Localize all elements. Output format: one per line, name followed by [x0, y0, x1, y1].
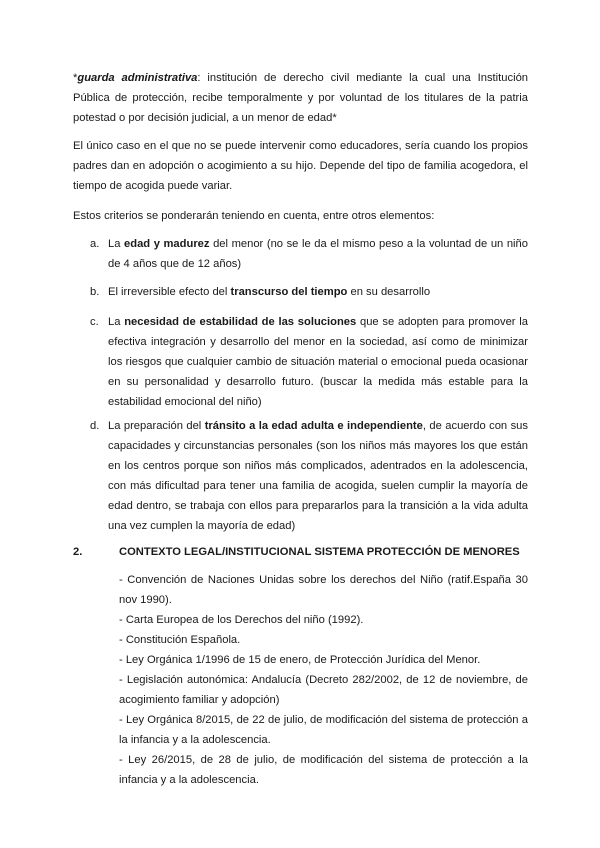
item-text: El irreversible efecto del [108, 286, 231, 298]
list-marker: a. [90, 238, 100, 250]
legal-ref-item: - Constitución Española. [119, 634, 241, 646]
item-text: en su desarrollo [347, 286, 431, 298]
legal-ref-item: - Ley Orgánica 1/1996 de 15 de enero, de Protección Jurídica del Menor. [119, 654, 481, 666]
item-text: que se adopten para promover la efectiva integración y desarrollo del menor en la sociedad, así como de minimizar los riesgos que cualquier cambio de situación material o emocional pueda ocasionar en su personalidad y desarrollo futuro. (buscar la medida más estable para la estabilidad emocional del niño) [108, 316, 528, 408]
item-text: del menor (no se le da el mismo peso a la voluntad de un niño de 4 años que de 12 años) [108, 238, 528, 270]
guarda-definition [73, 68, 528, 128]
criterios-intro: Estos criterios se ponderarán teniendo en cuenta, entre otros elementos: [73, 210, 435, 222]
item-text: La preparación del [108, 420, 205, 432]
list-item [90, 312, 528, 412]
item-bold-term: edad y madurez [124, 238, 210, 250]
legal-ref-item: - Carta Europea de los Derechos del niño (1992). [119, 614, 364, 626]
item-bold-term: tránsito a la edad adulta e independiente [204, 420, 423, 432]
legal-ref-item: - Ley 26/2015, de 28 de julio, de modificación del sistema de protección a la infancia y a la adolescencia. [119, 754, 528, 786]
item-text: La [108, 316, 125, 328]
unico-caso-paragraph: El único caso en el que no se puede intervenir como educadores, sería cuando los propios padres dan en adopción o acogimiento a su hijo. Depende del tipo de familia acogedora, el tiempo de acogida puede variar. [73, 140, 528, 192]
item-bold-term: transcurso del tiempo [230, 286, 348, 298]
item-text: La [108, 238, 125, 250]
item-bold-term: necesidad de estabilidad de las soluciones [124, 316, 357, 328]
section-title: CONTEXTO LEGAL/INSTITUCIONAL SISTEMA PROTECCIÓN DE MENORES [119, 546, 520, 558]
list-item [90, 282, 528, 302]
list-marker: d. [90, 420, 100, 432]
section-heading [73, 542, 528, 562]
item-text: , de acuerdo con sus capacidades y circunstancias personales (son los niños más mayores los que están en los centros porque son niños más complicados, adentrados en la adolescencia, con más dificultad para tener una familia de acogida, suelen cumplir la mayoría de edad dentro, se trabaja con ellos para prepararlos para la transición a la vida adulta una vez cumplen la mayoría de edad) [108, 420, 528, 532]
guarda-prefix: * [73, 72, 78, 84]
list-item [90, 234, 528, 274]
guarda-term: guarda administrativa [77, 72, 198, 84]
list-marker: c. [90, 316, 99, 328]
legal-references [119, 570, 528, 790]
legal-ref-item: - Convención de Naciones Unidas sobre los derechos del Niño (ratif.España 30 nov 1990). [119, 574, 528, 606]
list-item [90, 416, 528, 536]
guarda-text: institución de derecho civil mediante la cual una Institución Pública de protección, recibe temporalmente y por voluntad de los titulares de la patria potestad o por decisión judicial, a un menor de edad* [73, 72, 529, 124]
legal-ref-item: - Ley Orgánica 8/2015, de 22 de julio, de modificación del sistema de protección a la infancia y a la adolescencia. [119, 714, 528, 746]
section-number: 2. [73, 546, 83, 558]
legal-ref-item: - Legislación autonómica: Andalucía (Decreto 282/2002, de 12 de noviembre, de acogimiento familiar y adopción) [119, 674, 528, 706]
list-marker: b. [90, 286, 100, 298]
guarda-colon: : [197, 72, 201, 84]
